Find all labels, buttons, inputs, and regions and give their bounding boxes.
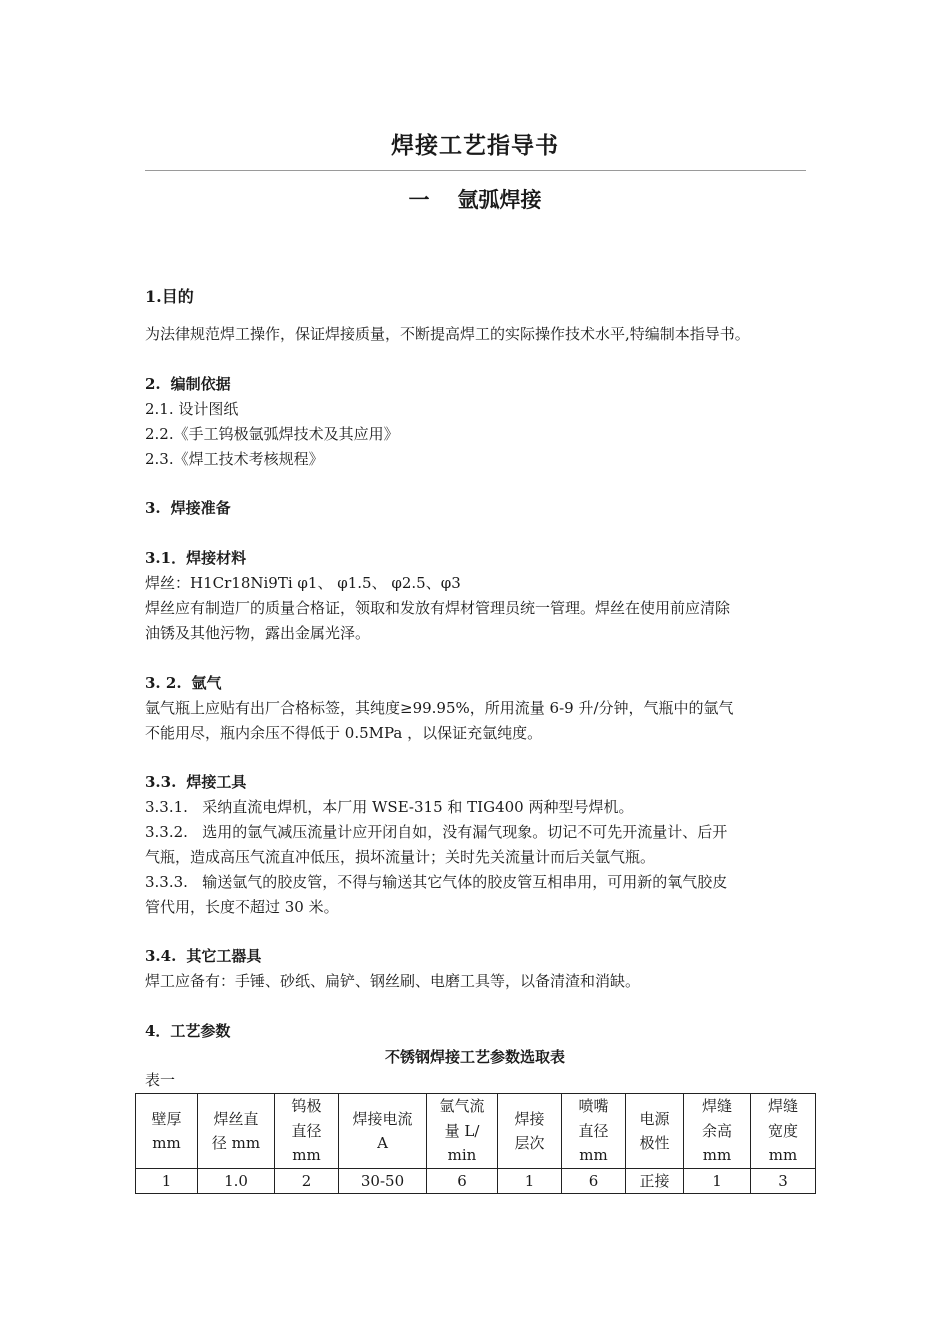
section-3-2-text: 氩气瓶上应贴有出厂合格标签，其纯度≥99.95%，所用流量 6-9 升/分钟，气瓶中的氩气 [145,699,734,717]
table-row [136,1169,816,1194]
section-3-3-text: 3.3.1. 采纳直流电焊机，本厂用 WSE-315 和 TIG400 两种型号焊机。 [145,798,634,816]
table-cell: 正接 [626,1169,684,1194]
section-1-text: 为法律规范焊工操作，保证焊接质量，不断提高焊工的实际操作技术水平,特编制本指导书。 [145,325,750,343]
section-2-item: 2.1. 设计图纸 [145,400,239,418]
section-3-2-text: 不能用尽，瓶内余压不得低于 0.5MPa ，以保证充氩纯度。 [145,724,543,742]
table-header-row [136,1094,816,1169]
section-3-4-heading [145,946,825,966]
header-welding-current: 焊接电流 A [339,1094,427,1169]
section-3-3-heading [145,772,825,792]
document-title: 焊接工艺指导书 [391,132,559,159]
section-3-3-text: 3.3.3. 输送氩气的胶皮管，不得与输送其它气体的胶皮管互相串用，可用新的氧气胶皮 [145,873,728,891]
header-nozzle-diameter: 喷嘴 直径 mm [562,1094,626,1169]
section-2-item: 2.2.《手工钨极氩弧焊技术及其应用》 [145,425,399,443]
table-cell: 1 [684,1169,751,1194]
section-3-2-title: 氩气 [191,674,222,692]
section-3-number: 3. [145,499,161,517]
section-3-2-number: 3. 2. [145,674,182,692]
section-3-3-number: 3.3. [145,773,177,791]
header-wire-diameter: 焊丝直 径 mm [198,1094,275,1169]
section-3-1-heading: 3.1．焊接材料 [145,549,247,567]
section-4-heading: 4．工艺参数 [145,1022,231,1040]
section-3-4-number: 3.4. [145,947,177,965]
table-caption: 不锈钢焊接工艺参数选取表 [384,1048,565,1066]
section-3-3-text: 3.3.2. 选用的氩气减压流量计应开闭自如，没有漏气现象。切记不可先开流量计、后开 [145,823,728,841]
header-weld-width: 焊缝 宽度 mm [751,1094,816,1169]
section-3-1-text: 焊丝：H1Cr18Ni9Ti φ1、 φ1.5、 φ2.5、φ3 [145,574,461,592]
section-3-3-text: 管代用，长度不超过 30 米。 [145,898,339,916]
section-3-1-text: 油锈及其他污物，露出金属光泽。 [145,624,371,642]
section-3-4-text: 焊工应备有：手锤、砂纸、扁铲、钢丝刷、电磨工具等，以备清渣和消缺。 [145,972,641,990]
table-cell: 3 [751,1169,816,1194]
section-2-number: 2. [145,375,161,393]
header-reinforcement-height: 焊缝 余高 mm [684,1094,751,1169]
chapter-number: 一 [408,187,430,212]
section-3-1-text: 焊丝应有制造厂的质量合格证，领取和发放有焊材管理员统一管理。焊丝在使用前应清除 [145,599,731,617]
header-tungsten-diameter: 钨极 直径 mm [275,1094,339,1169]
section-3-3-text: 气瓶，造成高压气流直冲低压，损坏流量计；关时先关流量计而后关氩气瓶。 [145,848,656,866]
table-cell: 2 [275,1169,339,1194]
section-3-3-title: 焊接工具 [186,773,247,791]
chapter-name: 氩弧焊接 [457,187,542,212]
welding-parameters-table [135,1093,816,1194]
table-cell: 1 [136,1169,198,1194]
section-1-heading: 1.目的 [145,287,194,306]
section-2-item: 2.3.《焊工技术考核规程》 [145,450,324,468]
section-3-heading [145,498,825,518]
section-3-2-heading [145,673,825,693]
table-cell: 1.0 [198,1169,275,1194]
header-wall-thickness: 壁厚 mm [136,1094,198,1169]
header-weld-layers: 焊接 层次 [498,1094,562,1169]
table-cell: 30-50 [339,1169,427,1194]
chapter-title [0,184,950,214]
section-3-4-title: 其它工器具 [186,947,262,965]
header-argon-flow: 氩气流 量 L/ min [427,1094,498,1169]
header-polarity: 电源 极性 [626,1094,684,1169]
section-3-title: 焊接准备 [170,499,231,517]
section-2-title: 编制依据 [170,375,231,393]
table-cell: 6 [427,1169,498,1194]
title-divider [145,170,806,171]
table-cell: 6 [562,1169,626,1194]
table-label: 表一 [145,1071,176,1089]
table-cell: 1 [498,1169,562,1194]
section-2-heading [145,374,825,394]
